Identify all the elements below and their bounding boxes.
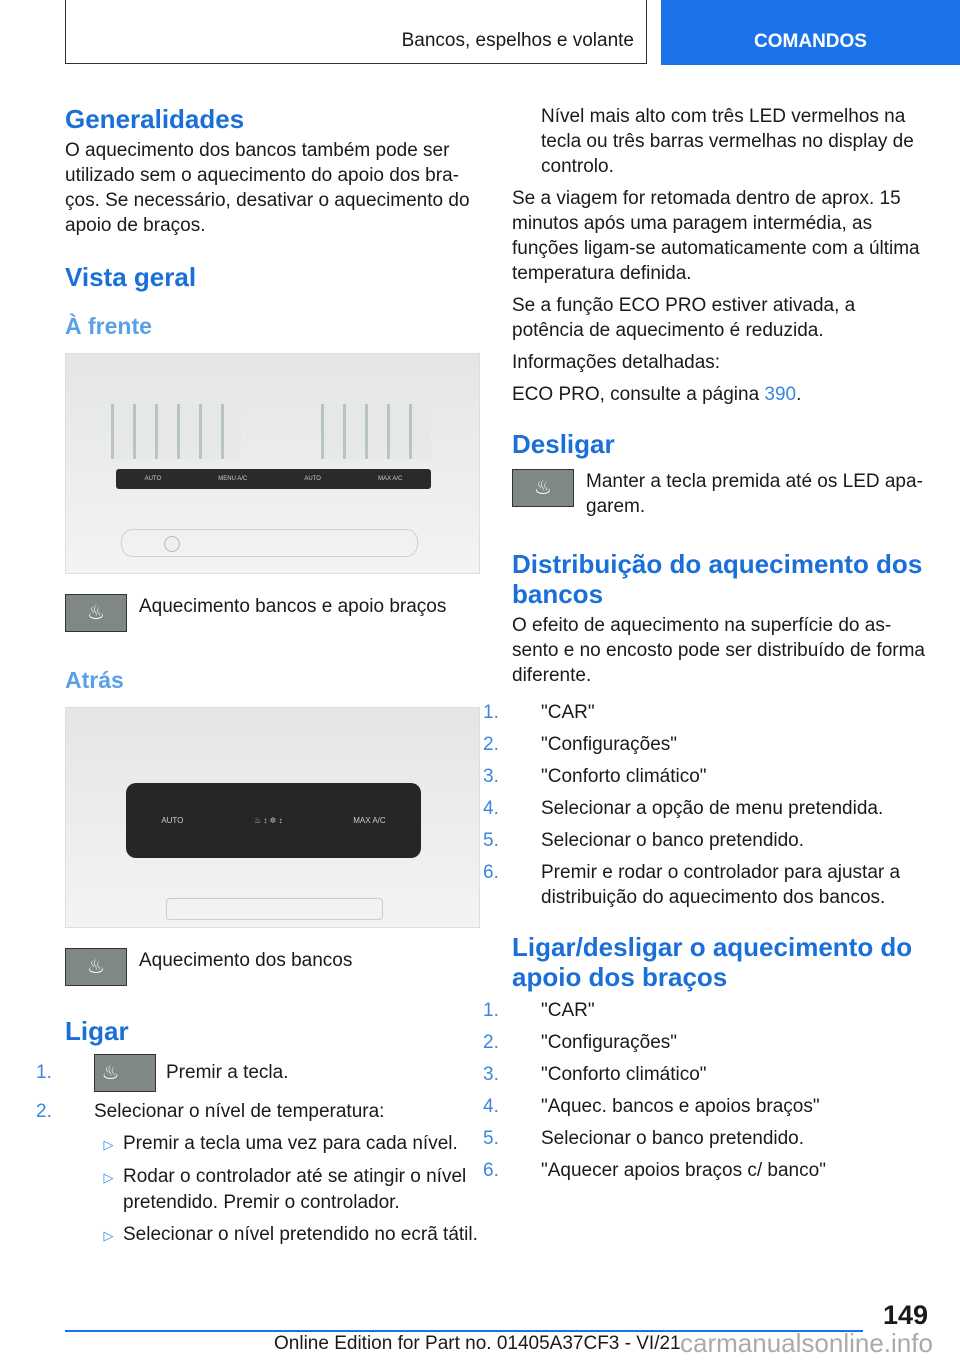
header-section-box [65, 0, 647, 64]
list-number: 1. [36, 1062, 52, 1084]
generalidades-text: O aquecimento dos bancos também pode ser utilizado sem o aquecimento do apoio dos bra-ços. Se necessário, desativar o aquecimento do apoio de braços. [65, 140, 470, 236]
list-text: "Aquec. bancos e apoios braços" [541, 1096, 820, 1117]
list-number: 5. [483, 1128, 499, 1149]
list-item [483, 764, 932, 789]
heading-apoio-bracos: Ligar/desligar o aquecimento do apoio dos braços [512, 932, 913, 992]
list-number: 1. [483, 702, 499, 723]
list-item [483, 1030, 932, 1055]
panel-label: MAX A/C [378, 475, 403, 482]
list-text: "Conforto climático" [541, 1064, 707, 1085]
right-column [483, 104, 932, 1190]
sub-item [65, 1131, 480, 1157]
list-number: 2. [483, 734, 499, 755]
list-text: "Aquecer apoios braços c/ banco" [541, 1160, 826, 1181]
sub-text: Selecionar o nível pretendido no ecrã tátil. [123, 1224, 478, 1245]
sub-item [65, 1222, 480, 1248]
paragraph: Informações detalhadas: [512, 352, 721, 373]
seat-heating-icon: ♨ [65, 594, 127, 632]
list-text: Selecionar o banco pretendido. [541, 1128, 805, 1149]
list-number: 3. [483, 766, 499, 787]
front-caption: Aquecimento bancos e apoio braços [139, 596, 447, 617]
rear-climate-panel-photo: AUTO ♨ ↕ ✲ ↕ MAX A/C [65, 707, 480, 928]
dist-text: O efeito de aquecimento na superfície do as-sento e no encosto pode ser distribuído de forma diferente. [512, 615, 925, 686]
watermark: carmanualsonline.info [680, 1328, 933, 1358]
list-number: 4. [483, 798, 499, 819]
list-number: 2. [483, 1032, 499, 1053]
triangle-bullet-icon: ▷ [103, 1228, 114, 1243]
list-item [483, 796, 932, 821]
heading-generalidades: Generalidades [65, 104, 245, 134]
heading-vista-geral: Vista geral [65, 262, 197, 292]
list-text: "CAR" [541, 702, 595, 723]
list-item [483, 828, 932, 853]
panel-label: AUTO [161, 816, 184, 825]
intro-text: Nível mais alto com três LED vermelhos na tecla ou três barras vermelhas no display de controlo. [541, 106, 914, 177]
heading-desligar: Desligar [512, 429, 615, 459]
heading-ligar: Ligar [65, 1016, 129, 1046]
dist-steps-list [483, 700, 932, 910]
page-number: 149 [882, 1300, 928, 1330]
list-number: 6. [483, 1160, 499, 1181]
heading-atras: Atrás [65, 667, 124, 693]
page-link[interactable]: 390 [764, 384, 797, 405]
list-number: 3. [483, 1064, 499, 1085]
arm-steps-list [483, 998, 932, 1183]
rear-caption: Aquecimento dos bancos [139, 950, 353, 971]
list-item [483, 860, 932, 910]
list-item [483, 1094, 932, 1119]
list-text: "Conforto climático" [541, 766, 707, 787]
ref-end: . [796, 384, 802, 405]
list-item [483, 700, 932, 725]
desligar-text: Manter a tecla premida até os LED apa-garem. [586, 471, 923, 517]
heading-a-frente: À frente [65, 313, 152, 339]
panel-label: AUTO [144, 475, 162, 482]
triangle-bullet-icon: ▷ [103, 1170, 114, 1185]
panel-label: MAX A/C [353, 816, 386, 825]
panel-label: AUTO [304, 475, 321, 482]
list-text: Selecionar o nível de temperatura: [94, 1101, 385, 1122]
ref-text: ECO PRO, consulte a página [512, 384, 765, 405]
list-text: Selecionar a opção de menu pretendida. [541, 798, 884, 819]
left-column [36, 104, 480, 1255]
header-chapter-tab: COMANDOS [661, 0, 960, 65]
list-text: "CAR" [541, 1000, 595, 1021]
list-item [483, 1158, 932, 1183]
list-item [483, 998, 932, 1023]
list-text: "Configurações" [541, 734, 678, 755]
heading-distribuicao: Distribuição do aquecimento dos bancos [512, 549, 923, 609]
list-item [36, 1099, 480, 1124]
list-item [483, 732, 932, 757]
seat-heating-icon: ♨ [512, 469, 574, 507]
paragraph [512, 382, 932, 407]
list-text: Premir a tecla. [166, 1062, 289, 1084]
list-number: 5. [483, 830, 499, 851]
list-number: 6. [483, 862, 499, 883]
panel-label: MENU A/C [218, 475, 248, 482]
list-text: Premir e rodar o controlador para ajustar a distribuição do aquecimento dos bancos. [541, 862, 901, 908]
footer-edition: Online Edition for Part no. 01405A37CF3 - VI/21 [274, 1333, 681, 1354]
sub-text: Rodar o controlador até se atingir o nível pretendido. Premir o controlador. [123, 1166, 467, 1213]
list-item [36, 1054, 480, 1092]
triangle-bullet-icon: ▷ [103, 1137, 114, 1152]
list-number: 1. [483, 1000, 499, 1021]
header-section: Bancos, espelhos e volante [401, 30, 634, 51]
sub-item [65, 1164, 480, 1215]
seat-heating-icon: ♨ [94, 1054, 156, 1092]
list-number: 2. [36, 1101, 52, 1122]
front-climate-panel-photo [65, 353, 480, 574]
seat-heating-icon: ♨ [65, 948, 127, 986]
list-number: 4. [483, 1096, 499, 1117]
list-text: "Configurações" [541, 1032, 678, 1053]
paragraph: Se a função ECO PRO estiver ativada, a potência de aquecimento é reduzida. [512, 295, 856, 341]
list-item [483, 1126, 932, 1151]
list-item [483, 1062, 932, 1087]
sub-text: Premir a tecla uma vez para cada nível. [123, 1133, 458, 1154]
list-text: Selecionar o banco pretendido. [541, 830, 805, 851]
paragraph: Se a viagem for retomada dentro de aprox. 15 minutos após uma paragem intermédia, as funções ligam-se automaticamente com a última temperatura definida. [512, 188, 920, 284]
